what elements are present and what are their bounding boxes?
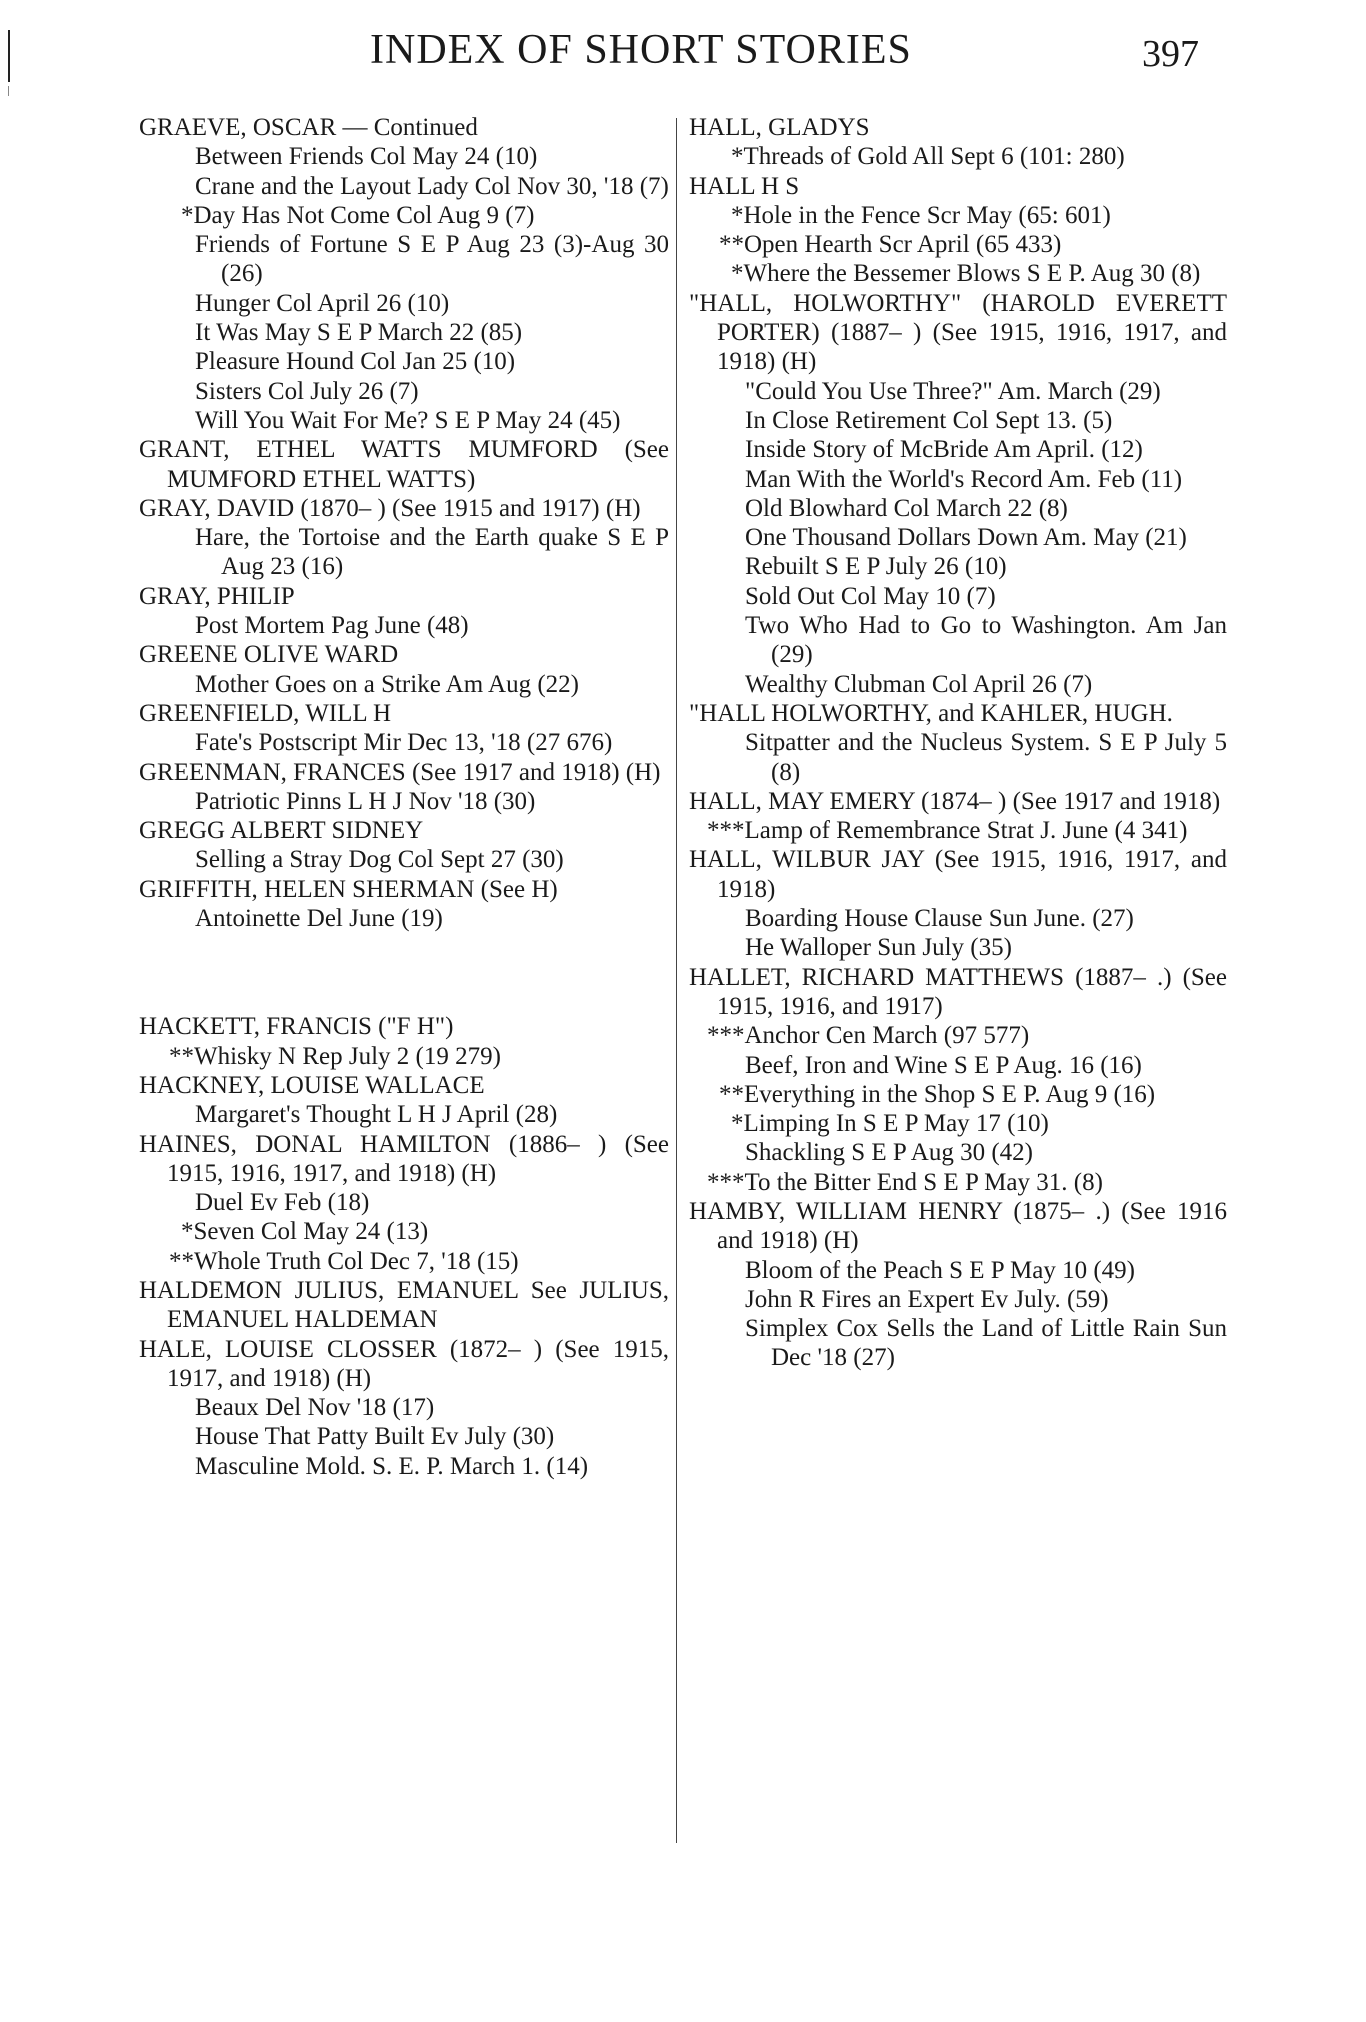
story-entry: Sisters Col July 26 (7)	[195, 377, 419, 405]
story-entry: *Threads of Gold All Sept 6 (101: 280)	[731, 143, 1125, 171]
page-number: 397	[1142, 33, 1199, 75]
author-heading: GREENE OLIVE WARD	[139, 641, 399, 669]
story-entry: Bloom of the Peach S E P May 10 (49)	[745, 1256, 1136, 1284]
author-heading: HALE, LOUISE CLOSSER (1872– ) (See 1915, 1917, and 1918) (H)	[139, 1335, 669, 1392]
story-entry: *Where the Bessemer Blows S E P. Aug 30 (8)	[731, 260, 1201, 288]
author-heading: HALL, WILBUR JAY (See 1915, 1916, 1917, and 1918)	[689, 846, 1227, 903]
story-entry: House That Patty Built Ev July (30)	[195, 1423, 555, 1451]
story-entry: ***Lamp of Remembrance Strat J. June (4 341)	[707, 817, 1188, 845]
author-heading: HALL, MAY EMERY (1874– ) (See 1917 and 1918)	[689, 787, 1221, 815]
story-entry: Pleasure Hound Col Jan 25 (10)	[195, 348, 516, 376]
author-heading: HALL H S	[689, 172, 800, 200]
story-entry: **Whisky N Rep July 2 (19 279)	[169, 1042, 501, 1070]
story-entry: Fate's Postscript Mir Dec 13, '18 (27 676)	[195, 729, 613, 757]
column-divider	[676, 118, 677, 1843]
story-entry: Patriotic Pinns L H J Nov '18 (30)	[195, 787, 536, 815]
story-entry: **Whole Truth Col Dec 7, '18 (15)	[169, 1247, 519, 1275]
story-entry: Friends of Fortune S E P Aug 23 (3)-Aug 30 (26)	[195, 231, 669, 288]
story-entry: Masculine Mold. S. E. P. March 1. (14)	[195, 1452, 589, 1480]
author-heading: "HALL HOLWORTHY, and KAHLER, HUGH.	[689, 699, 1173, 727]
author-heading: GRIFFITH, HELEN SHERMAN (See H)	[139, 875, 558, 903]
story-entry: **Everything in the Shop S E P. Aug 9 (16)	[719, 1080, 1156, 1108]
author-heading: GRAY, PHILIP	[139, 582, 295, 610]
author-heading: "HALL, HOLWORTHY" (HAROLD EVERETT PORTER) (1887– ) (See 1915, 1916, 1917, and 1918) (H)	[689, 289, 1227, 376]
margin-mark-small	[8, 86, 9, 96]
story-entry: Sold Out Col May 10 (7)	[745, 582, 996, 610]
author-heading: HAINES, DONAL HAMILTON (1886– ) (See 1915, 1916, 1917, and 1918) (H)	[139, 1130, 669, 1187]
story-entry: Duel Ev Feb (18)	[195, 1189, 370, 1217]
section-gap	[139, 958, 669, 987]
author-heading: GREENFIELD, WILL H	[139, 699, 392, 727]
story-entry: Old Blowhard Col March 22 (8)	[745, 494, 1068, 522]
story-entry: One Thousand Dollars Down Am. May (21)	[745, 524, 1187, 552]
author-heading: GRAEVE, OSCAR — Continued	[139, 114, 478, 141]
story-entry: It Was May S E P March 22 (85)	[195, 319, 523, 347]
story-entry: *Seven Col May 24 (13)	[181, 1218, 429, 1246]
story-entry: Man With the World's Record Am. Feb (11)	[745, 465, 1183, 493]
author-heading: HALLET, RICHARD MATTHEWS (1887– .) (See 1915, 1916, and 1917)	[689, 963, 1227, 1020]
story-entry: Shackling S E P Aug 30 (42)	[745, 1139, 1033, 1167]
story-entry: Beaux Del Nov '18 (17)	[195, 1394, 435, 1422]
story-entry: Selling a Stray Dog Col Sept 27 (30)	[195, 846, 564, 874]
story-entry: Wealthy Clubman Col April 26 (7)	[745, 670, 1093, 698]
story-entry: Post Mortem Pag June (48)	[195, 612, 469, 640]
story-entry: ***To the Bitter End S E P May 31. (8)	[707, 1168, 1103, 1196]
story-entry: Crane and the Layout Lady Col Nov 30, '18 (7)	[195, 172, 669, 200]
author-heading: GREGG ALBERT SIDNEY	[139, 817, 424, 845]
story-entry: Between Friends Col May 24 (10)	[195, 143, 538, 171]
story-entry: "Could You Use Three?" Am. March (29)	[745, 377, 1161, 405]
story-entry: *Limping In S E P May 17 (10)	[731, 1110, 1049, 1138]
story-entry: Simplex Cox Sells the Land of Little Rain Sun Dec '18 (27)	[745, 1315, 1227, 1372]
right-column	[689, 113, 1227, 1373]
story-entry: ***Anchor Cen March (97 577)	[707, 1022, 1030, 1050]
story-entry: Antoinette Del June (19)	[195, 905, 443, 933]
story-entry: John R Fires an Expert Ev July. (59)	[745, 1285, 1109, 1313]
story-entry: In Close Retirement Col Sept 13. (5)	[745, 406, 1113, 434]
story-entry: Sitpatter and the Nucleus System. S E P July 5 (8)	[745, 729, 1227, 786]
story-entry: Margaret's Thought L H J April (28)	[195, 1101, 558, 1129]
author-heading: GREENMAN, FRANCES (See 1917 and 1918) (H)	[139, 758, 661, 786]
author-heading: HALDEMON JULIUS, EMANUEL See JULIUS, EMANUEL HALDEMAN	[139, 1276, 669, 1334]
story-entry: Two Who Had to Go to Washington. Am Jan (29)	[745, 612, 1227, 669]
story-entry: He Walloper Sun July (35)	[745, 934, 1012, 962]
story-entry: Hare, the Tortoise and the Earth quake S E P Aug 23 (16)	[195, 524, 669, 581]
page-header	[0, 22, 1366, 82]
story-entry: *Day Has Not Come Col Aug 9 (7)	[181, 201, 535, 229]
left-column	[139, 113, 669, 1481]
story-entry: Will You Wait For Me? S E P May 24 (45)	[195, 406, 621, 434]
page-title: INDEX OF SHORT STORIES	[370, 27, 912, 73]
author-heading: HALL, GLADYS	[689, 114, 870, 141]
story-entry: Boarding House Clause Sun June. (27)	[745, 905, 1134, 933]
story-entry: Rebuilt S E P July 26 (10)	[745, 553, 1007, 581]
story-entry: *Hole in the Fence Scr May (65: 601)	[731, 201, 1111, 229]
author-heading: GRAY, DAVID (1870– ) (See 1915 and 1917) (H)	[139, 494, 641, 522]
author-heading: GRANT, ETHEL WATTS MUMFORD (See MUMFORD ETHEL WATTS)	[139, 436, 669, 493]
story-entry: **Open Hearth Scr April (65 433)	[719, 231, 1062, 259]
story-entry: Inside Story of McBride Am April. (12)	[745, 436, 1143, 464]
story-entry: Beef, Iron and Wine S E P Aug. 16 (16)	[745, 1051, 1142, 1079]
author-heading: HAMBY, WILLIAM HENRY (1875– .) (See 1916 and 1918) (H)	[689, 1197, 1227, 1255]
author-heading: HACKNEY, LOUISE WALLACE	[139, 1071, 485, 1099]
author-heading: HACKETT, FRANCIS ("F H")	[139, 1013, 454, 1041]
story-entry: Hunger Col April 26 (10)	[195, 289, 450, 317]
story-entry: Mother Goes on a Strike Am Aug (22)	[195, 670, 579, 698]
